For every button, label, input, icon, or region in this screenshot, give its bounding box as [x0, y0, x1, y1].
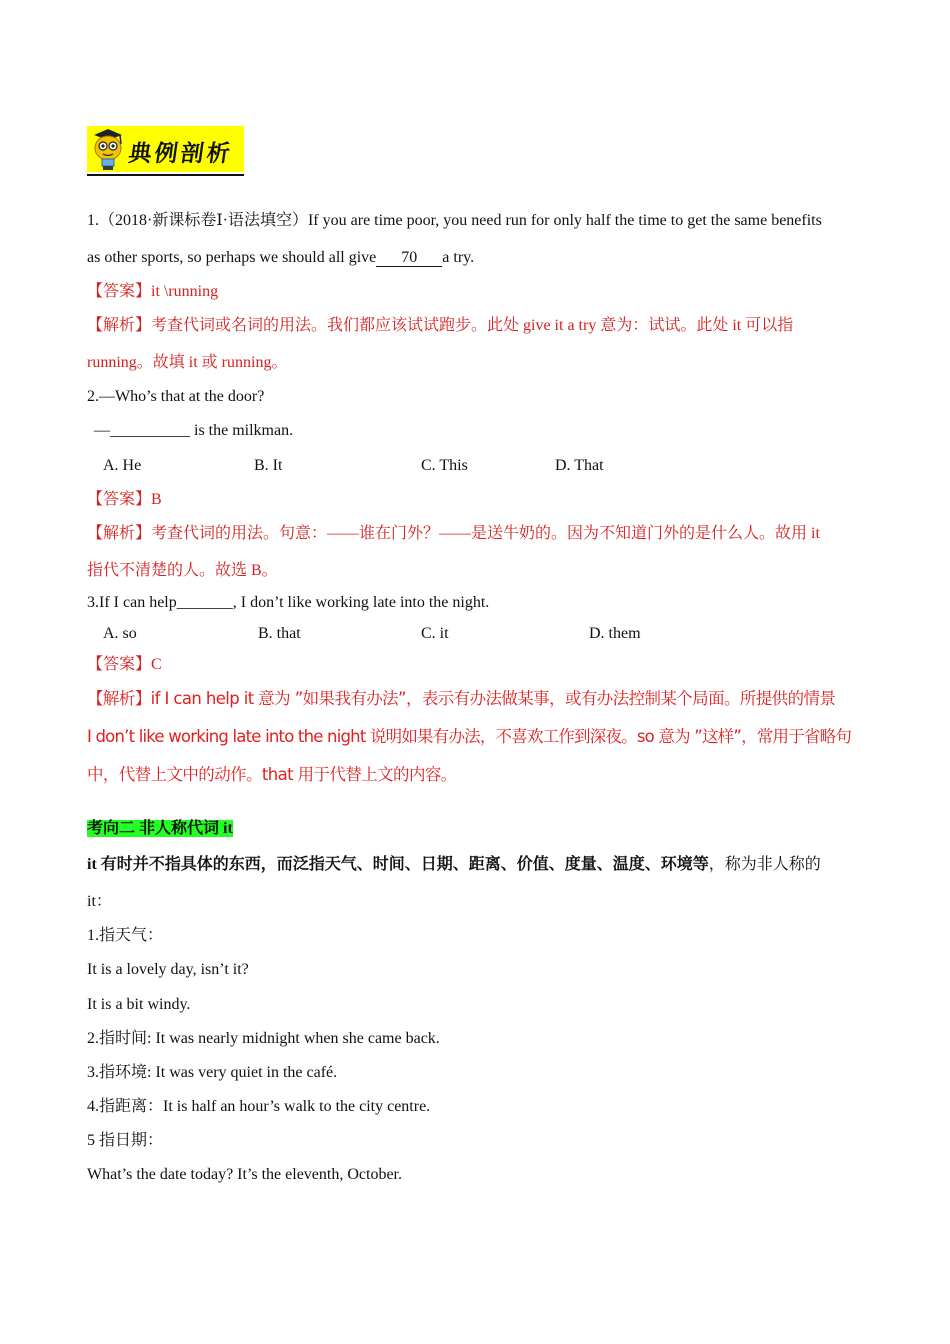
q2-analysis-line1: 【解析】考查代词的用法。句意：——谁在门外？——是送牛奶的。因为不知道门外的是什么人。故用 it: [87, 525, 820, 542]
example-date-label: 5 指日期：: [87, 1132, 164, 1149]
example-weather-label: 1.指天气：: [87, 927, 164, 944]
q2-analysis-line2: 指代不清楚的人。故选 B。: [87, 562, 278, 579]
q3-analysis-line2: I don’t like working late into the night 说明如果有办法，不喜欢工作到深夜。so 意为 ”这样”，常用于省略句: [87, 727, 852, 746]
badge-underline: [87, 174, 244, 176]
section2-intro-bold: it 有时并不指具体的东西，而泛指天气、时间、日期、距离、价值、度量、温度、环境等: [87, 856, 709, 873]
q2-option-b: B. It: [254, 457, 283, 474]
q2-blank: __________: [110, 422, 190, 439]
q1-analysis-line1: 【解析】考查代词或名词的用法。我们都应该试试跑步。此处 give it a try 意为：试试。此处 it 可以指: [87, 317, 794, 334]
example-date: What’s the date today? It’s the eleventh, October.: [87, 1166, 402, 1183]
q3-analysis-line1: 【解析】if I can help it 意为 ”如果我有办法”，表示有办法做某事，或有办法控制某个局面。所提供的情景: [87, 689, 836, 708]
q3-answer: 【答案】C: [87, 656, 162, 673]
q3-stem: 3.If I can help_______, I don’t like working late into the night.: [87, 594, 490, 611]
example-environment: 3.指环境: It was very quiet in the café.: [87, 1064, 338, 1081]
section-header-badge: [87, 126, 244, 176]
example-weather-1: It is a lovely day, isn’t it?: [87, 961, 249, 978]
q1-stem-line2: [87, 248, 474, 268]
q3-option-c: C. it: [421, 625, 449, 642]
q1-stem-end: a try.: [442, 249, 475, 266]
q2-dash: —: [94, 422, 110, 439]
section2-intro-rest: ，称为非人称的: [708, 856, 821, 873]
example-distance: 4.指距离：It is half an hour’s walk to the city centre.: [87, 1098, 431, 1115]
q3-option-b: B. that: [258, 625, 301, 642]
q1-stem-text: as other sports, so perhaps we should all give: [87, 249, 377, 266]
q2-option-a: A. He: [103, 457, 142, 474]
section2-heading-text: 考向二 非人称代词 it: [87, 820, 233, 837]
q3-option-a: A. so: [103, 625, 137, 642]
q2-option-c: C. This: [421, 457, 468, 474]
example-time: 2.指时间: It was nearly midnight when she came back.: [87, 1030, 440, 1047]
q1-blank: 70: [376, 249, 442, 267]
q1-analysis-line2: running。故填 it 或 running。: [87, 354, 288, 371]
section2-intro-line2: it：: [87, 893, 112, 910]
badge-title: 典例剖析: [126, 140, 235, 167]
scholar-bulb-icon: [88, 126, 128, 172]
q1-answer: 【答案】it \running: [87, 283, 219, 300]
q2-stem: 2.—Who’s that at the door?: [87, 388, 265, 405]
section2-intro-line1: [87, 855, 821, 875]
q1-stem-line1: 1.（2018·新课标卷Ⅰ·语法填空）If you are time poor, you need run for only half the time to get the same benefits: [87, 212, 822, 229]
q2-stem-line2: [94, 421, 293, 441]
example-weather-2: It is a bit windy.: [87, 996, 191, 1013]
q3-analysis-line3: 中，代替上文中的动作。that 用于代替上文的内容。: [87, 765, 457, 784]
q2-option-d: D. That: [555, 457, 604, 474]
q2-answer: 【答案】B: [87, 491, 162, 508]
q3-option-d: D. them: [589, 625, 641, 642]
section2-heading: [87, 819, 233, 839]
q2-stem-end: is the milkman.: [190, 422, 294, 439]
